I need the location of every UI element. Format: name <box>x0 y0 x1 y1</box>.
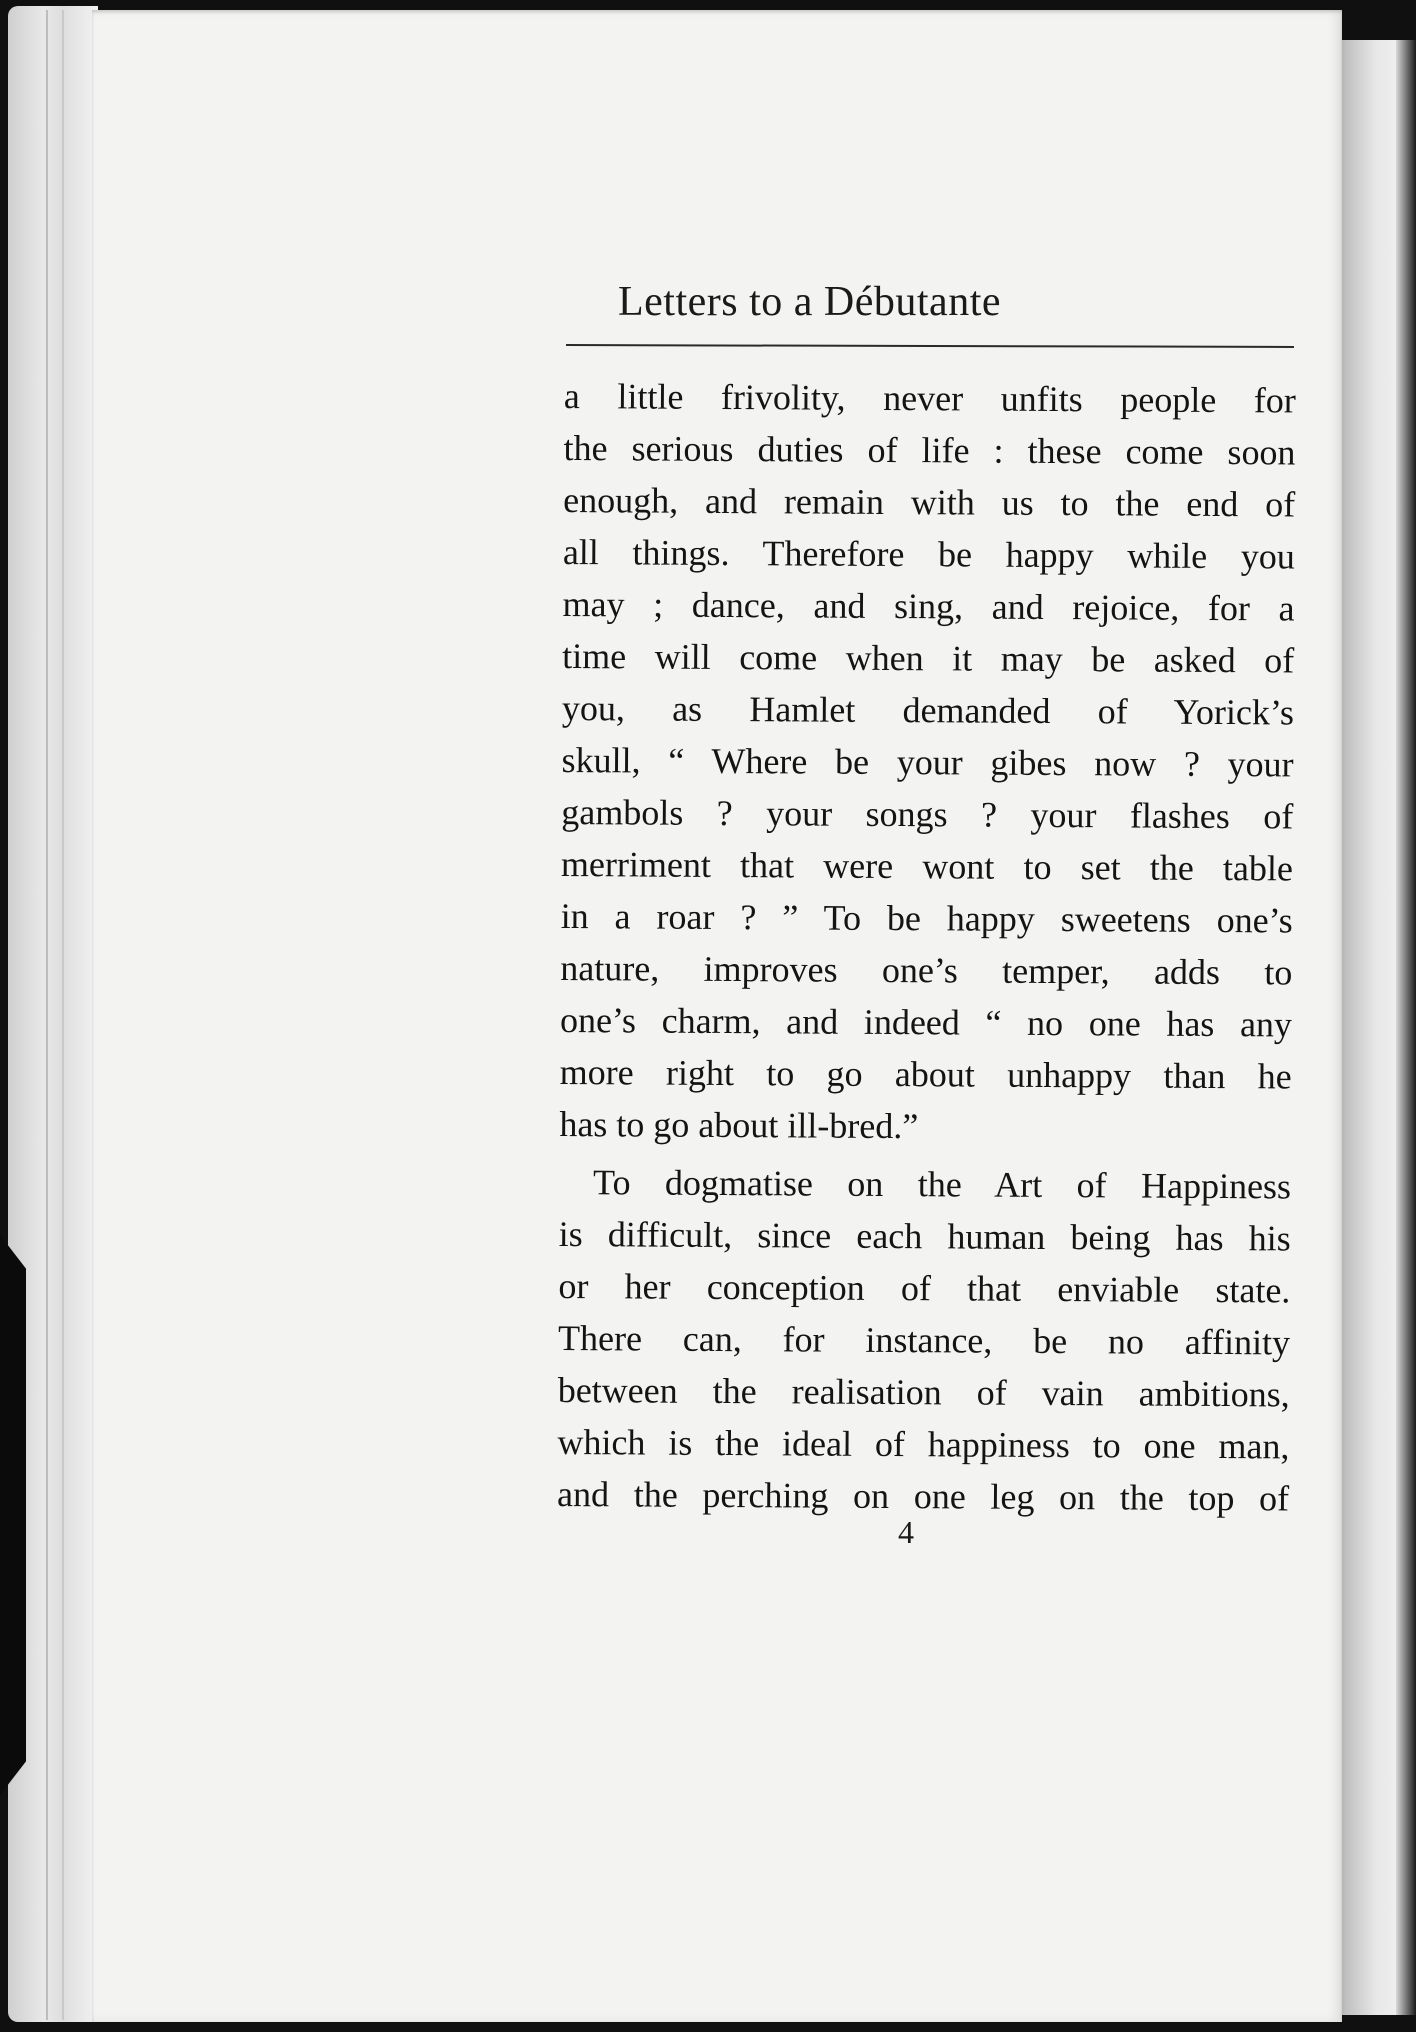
header-rule <box>566 344 1294 348</box>
text-line: merriment that were wont to set the table <box>560 843 1294 889</box>
text-line: all things. Therefore be happy while you <box>562 531 1295 577</box>
text-line: or her conception of that enviable state. <box>558 1265 1291 1311</box>
page-number: 4 <box>898 1514 914 1550</box>
text-line: and the perching on one leg on the top of <box>557 1473 1290 1519</box>
right-edge-shadow <box>1396 40 1416 2015</box>
text-line: To dogmatise on the Art of Happiness <box>592 1162 1292 1207</box>
text-line: may ; dance, and sing, and rejoice, for a <box>562 583 1295 629</box>
text-line: one’s charm, and indeed “ no one has any <box>559 999 1293 1045</box>
text-line: has to go about ill-bred.” <box>559 1103 919 1147</box>
left-page-edge <box>46 10 48 2020</box>
text-line: enough, and remain with us to the end of <box>563 479 1296 525</box>
book-page <box>92 10 1342 2022</box>
left-page-edge <box>62 10 64 2020</box>
body-text <box>557 370 1296 1524</box>
left-binding-shadow <box>0 1235 26 1795</box>
text-line: in a roar ? ” To be happy sweetens one’s <box>560 895 1293 941</box>
text-line: time will come when it may be asked of <box>562 635 1295 681</box>
text-line: nature, improves one’s temper, adds to <box>560 947 1293 993</box>
text-line: the serious duties of life : these come soon <box>563 427 1296 473</box>
text-line: is difficult, since each human being has his <box>558 1213 1291 1259</box>
text-line: skull, “ Where be your gibes now ? your <box>561 739 1294 785</box>
text-line: more right to go about unhappy than he <box>559 1051 1292 1097</box>
text-line: There can, for instance, be no affinity <box>557 1317 1291 1363</box>
text-line: gambols ? your songs ? your flashes of <box>561 791 1294 837</box>
text-line: you, as Hamlet demanded of Yorick’s <box>561 687 1295 733</box>
text-line: between the realisation of vain ambitions, <box>557 1369 1290 1415</box>
text-line: a little frivolity, never unfits people for <box>563 375 1296 421</box>
running-head: Letters to a Débutante <box>618 279 1002 325</box>
text-line: which is the ideal of happiness to one man, <box>557 1421 1290 1467</box>
